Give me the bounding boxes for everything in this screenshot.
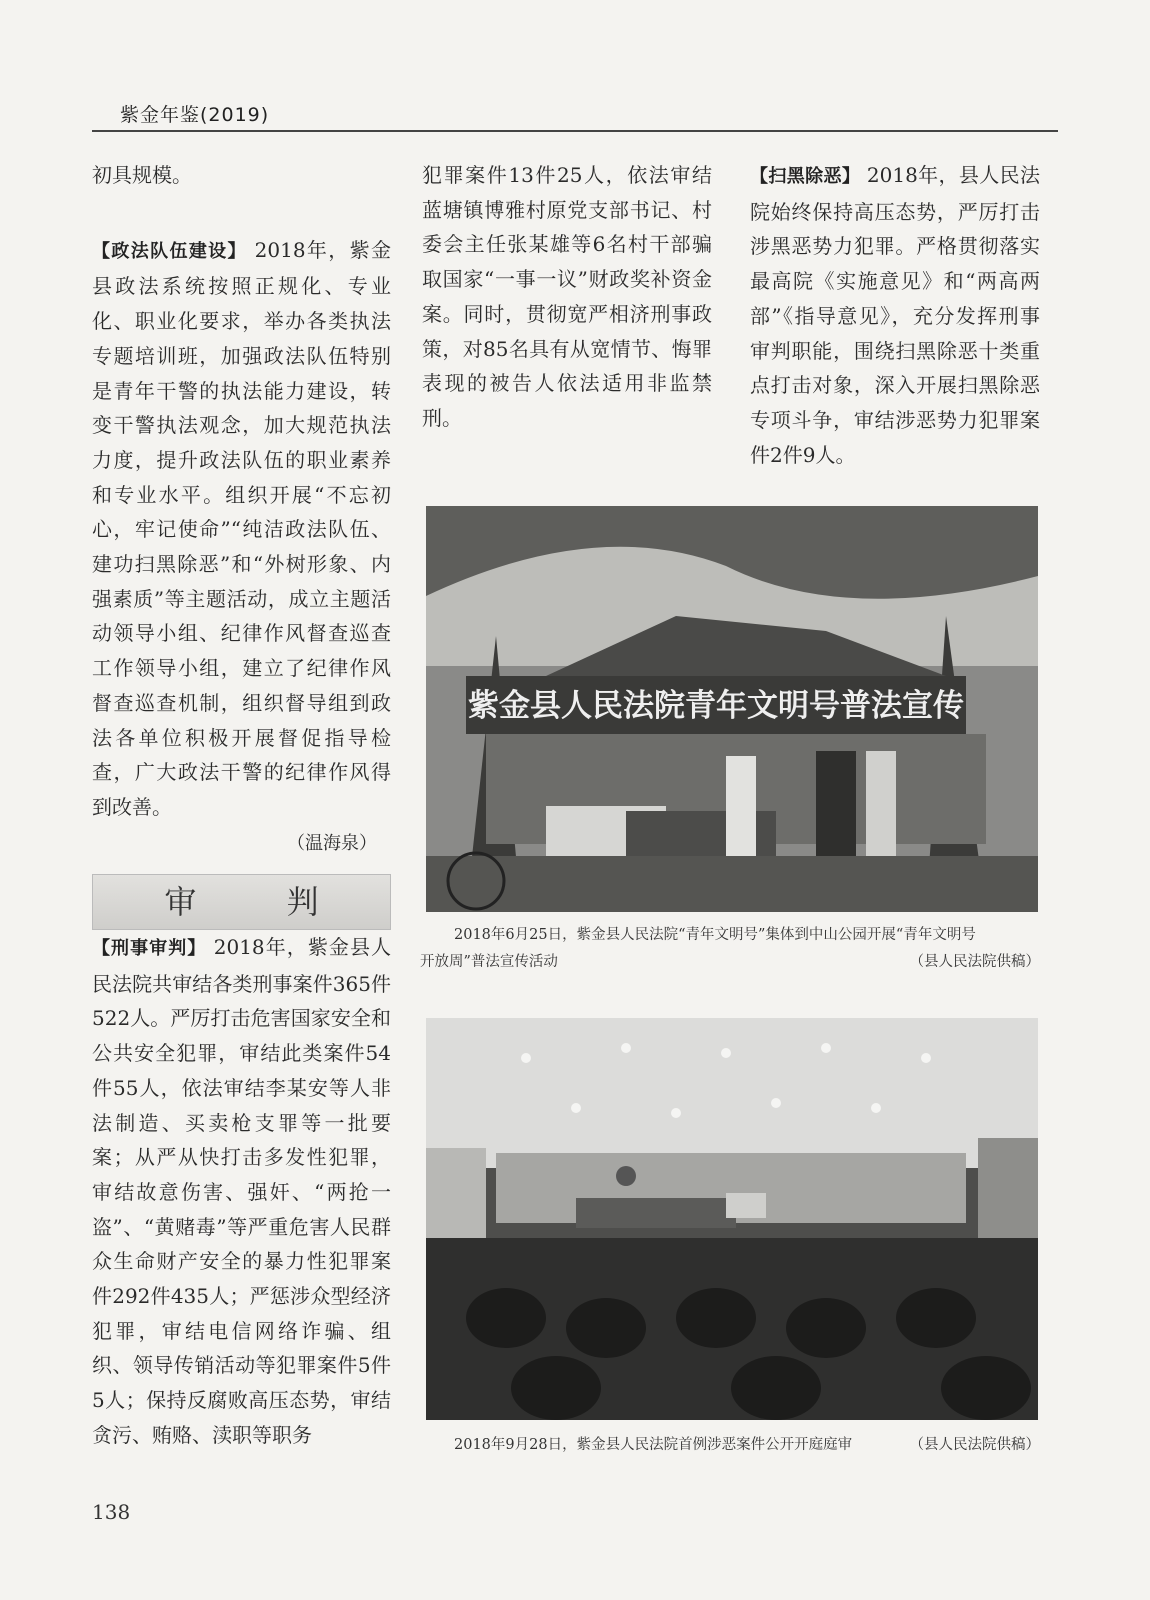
section-heading-trial — [92, 874, 391, 930]
author-name: （温海泉） — [287, 832, 377, 854]
photo-outdoor-image — [426, 506, 1038, 912]
column-middle — [422, 158, 712, 436]
paragraph-criminal-trial — [92, 930, 391, 1453]
photo-banner-text: 紫金县人民法院青年文明号普法宣传 — [468, 688, 964, 724]
photo1-caption-line2: 开放周”普法宣传活动 — [420, 954, 558, 970]
keyword-anti-gang: 【扫黑除恶】 — [750, 166, 861, 187]
photo2-caption — [420, 1432, 1040, 1459]
photo1-caption — [420, 922, 1040, 976]
paragraph-team-building — [92, 233, 391, 825]
keyword-criminal-trial: 【刑事审判】 — [92, 938, 207, 959]
column-right — [750, 158, 1040, 472]
photo-courtroom-trial — [426, 1018, 1038, 1420]
running-header — [92, 96, 1058, 132]
text-criminal-trial: 2018年，紫金县人民法院共审结各类刑事案件365件522人。严厉打击危害国家安全和公共安全犯罪，审结此类案件54件55人，依法审结李某安等人非法制造、买卖枪支罪等一批要案；从严从快打击多发性犯罪，审结故意伤害、强奸、“两抢一盗”、“黄赌毒”等严重危害人民群众生命财产安全的暴力性犯罪案件292件435人；严惩涉众型经济犯罪，审结电信网络诈骗、组织、领导传销活动等犯罪案件5件5人；保持反腐败高压态势，审结贪污、贿赂、渎职等职务 — [92, 935, 391, 1447]
text-continued: 犯罪案件13件25人，依法审结蓝塘镇博雅村原党支部书记、村委会主任张某雄等6名村干部骗取国家“一事一议”财政奖补资金案。同时，贯彻宽严相济刑事政策，对85名具有从宽情节、悔罪表现的被告人依法适用非监禁刑。 — [422, 163, 712, 430]
photo2-credit: （县人民法院供稿） — [909, 1437, 1040, 1453]
page-number: 138 — [92, 1500, 131, 1524]
text-team-building: 2018年，紫金县政法系统按照正规化、专业化、职业化要求，举办各类执法专题培训班，加强政法队伍特别是青年干警的执法能力建设，转变干警执法观念，加大规范执法力度，提升政法队伍的职业素养和专业水平。组织开展“不忘初心，牢记使命”“纯洁政法队伍、建功扫黑除恶”和“外树形象、内强素质”等主题活动，成立主题活动领导小组、纪律作风督查巡查工作领导小组，建立了纪律作风督查巡查机制，组织督导组到政法各单位积极开展督促指导检查，广大政法干警的纪律作风得到改善。 — [92, 237, 391, 819]
column-left-lower — [92, 930, 391, 1453]
photo-outdoor-legal-promotion — [426, 506, 1038, 912]
text-anti-gang: 2018年，县人民法院始终保持高压态势，严厉打击涉黑恶势力犯罪。严格贯彻落实最高院《实施意见》和“两高两部”《指导意见》，充分发挥刑事审判职能，围绕扫黑除恶十类重点打击对象，深入开展扫黑除恶专项斗争，审结涉恶势力犯罪案件2件9人。 — [750, 163, 1040, 467]
yearbook-title: 紫金年鉴(2019) — [120, 104, 270, 126]
photo2-caption-text: 2018年9月28日，紫金县人民法院首例涉恶案件公开开庭庭审 — [454, 1437, 853, 1453]
keyword-team-building: 【政法队伍建设】 — [92, 240, 247, 262]
photo1-credit: （县人民法院供稿） — [909, 954, 1040, 970]
paragraph-anti-gang — [750, 158, 1040, 472]
photo-courtroom-image — [426, 1018, 1038, 1420]
intro-text: 初具规模。 — [92, 163, 192, 187]
photo1-caption-line1: 2018年6月25日，紫金县人民法院“青年文明号”集体到中山公园开展“青年文明号 — [454, 927, 976, 943]
photo1-caption-line2-row — [420, 949, 1040, 976]
column-left — [92, 158, 391, 861]
section-heading-text: 审 判 — [164, 883, 359, 921]
